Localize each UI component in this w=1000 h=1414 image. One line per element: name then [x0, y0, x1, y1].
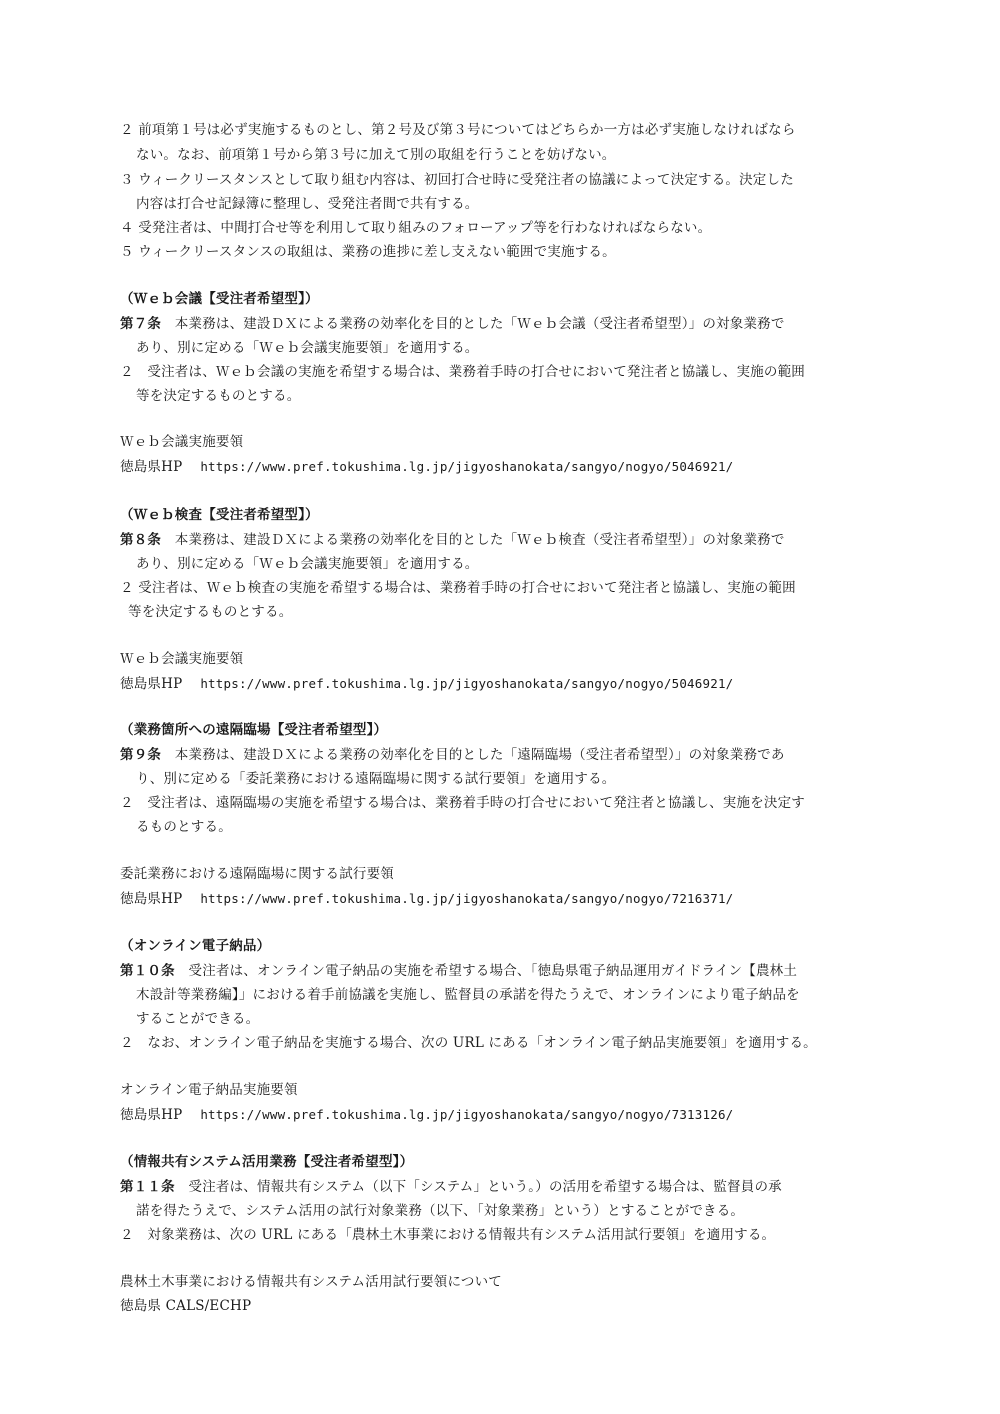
paragraph-4: ４ 受発注者は、中間打合せ等を利用して取り組みのフォローアップ等を行わなければならない。	[120, 220, 712, 236]
article-11-para-2: ２ 対象業務は、次の URL にある「農林土木事業における情報共有システム活用試行要領」を適用する。	[120, 1227, 776, 1243]
article-7-reference-line	[120, 457, 733, 477]
article-7-reference-link[interactable]: https://www.pref.tokushima.lg.jp/jigyoshanokata/sangyo/nogyo/5046921/	[200, 459, 734, 474]
article-10-reference-source: 徳島県HP	[120, 1107, 183, 1123]
article-11-line-1	[120, 1177, 782, 1197]
article-9-para-2-line-2: るものとする。	[136, 819, 232, 835]
article-11-reference-source: 徳島県 CALS/ECHP	[120, 1298, 252, 1314]
article-10-line-1	[120, 961, 797, 981]
article-7-reference-source: 徳島県HP	[120, 459, 183, 475]
article-10-reference-title: オンライン電子納品実施要領	[120, 1082, 298, 1098]
article-7-line-2: あり、別に定める「Ｗｅｂ会議実施要領」を適用する。	[136, 340, 479, 356]
paragraph-2-line-2: ない。なお、前項第１号から第３号に加えて別の取組を行うことを妨げない。	[136, 147, 616, 163]
article-9-reference-line	[120, 889, 733, 909]
article-10-reference-link[interactable]: https://www.pref.tokushima.lg.jp/jigyoshanokata/sangyo/nogyo/7313126/	[200, 1107, 734, 1122]
article-7-heading: （Ｗｅｂ会議【受注者希望型】）	[120, 291, 319, 307]
article-10-text: 受注者は、オンライン電子納品の実施を希望する場合、「徳島県電子納品運用ガイドライン【農林土	[174, 963, 798, 979]
article-8-para-2-line-1: ２ 受注者は、Ｗｅｂ検査の実施を希望する場合は、業務着手時の打合せにおいて発注者と協議し、実施の範囲	[120, 580, 796, 596]
article-10-heading: （オンライン電子納品）	[120, 938, 271, 954]
article-9-reference-source: 徳島県HP	[120, 891, 183, 907]
article-10-label: 第１０条	[120, 963, 175, 979]
article-8-text: 本業務は、建設ＤＸによる業務の効率化を目的とした「Ｗｅｂ検査（受注者希望型）」の対象業務で	[161, 532, 785, 548]
article-9-reference-title: 委託業務における遠隔臨場に関する試行要領	[120, 866, 394, 882]
article-10-line-2: 木設計等業務編】」における着手前協議を実施し、監督員の承諾を得たうえで、オンラインにより電子納品を	[136, 987, 800, 1003]
article-9-reference-link[interactable]: https://www.pref.tokushima.lg.jp/jigyoshanokata/sangyo/nogyo/7216371/	[200, 891, 734, 906]
article-9-text: 本業務は、建設ＤＸによる業務の効率化を目的とした「遠隔臨場（受注者希望型）」の対象業務であ	[161, 747, 785, 763]
article-7-para-2-line-1: ２ 受注者は、Ｗｅｂ会議の実施を希望する場合は、業務着手時の打合せにおいて発注者と協議し、実施の範囲	[120, 364, 805, 380]
article-9-heading: （業務箇所への遠隔臨場【受注者希望型】）	[120, 722, 388, 738]
paragraph-5: ５ ウィークリースタンスの取組は、業務の進捗に差し支えない範囲で実施する。	[120, 244, 616, 260]
article-8-reference-link[interactable]: https://www.pref.tokushima.lg.jp/jigyoshanokata/sangyo/nogyo/5046921/	[200, 676, 734, 691]
article-8-heading: （Ｗｅｂ検査【受注者希望型】）	[120, 507, 319, 523]
article-8-reference-line	[120, 674, 733, 694]
article-7-text: 本業務は、建設ＤＸによる業務の効率化を目的とした「Ｗｅｂ会議（受注者希望型）」の対象業務で	[161, 316, 785, 332]
article-8-para-2-line-2: 等を決定するものとする。	[128, 604, 293, 620]
paragraph-2-line-1: ２ 前項第１号は必ず実施するものとし、第２号及び第３号についてはどちらか一方は必ず実施しなければなら	[120, 122, 796, 138]
article-11-reference-title: 農林土木事業における情報共有システム活用試行要領について	[120, 1274, 502, 1290]
article-8-reference-title: Ｗｅｂ会議実施要領	[120, 651, 244, 667]
article-7-para-2-line-2: 等を決定するものとする。	[136, 388, 301, 404]
article-10-reference-line	[120, 1105, 733, 1125]
article-7-line-1	[120, 314, 785, 334]
article-11-line-2: 諾を得たうえで、システム活用の試行対象業務（以下、「対象業務」という）とすることができる。	[136, 1203, 745, 1219]
paragraph-3-line-1: ３ ウィークリースタンスとして取り組む内容は、初回打合せ時に受発注者の協議によって決定する。決定した	[120, 172, 794, 188]
article-10-para-2: ２ なお、オンライン電子納品を実施する場合、次の URL にある「オンライン電子納品実施要領」を適用する。	[120, 1035, 817, 1051]
article-8-line-2: あり、別に定める「Ｗｅｂ会議実施要領」を適用する。	[136, 556, 479, 572]
paragraph-3-line-2: 内容は打合せ記録簿に整理し、受発注者間で共有する。	[136, 196, 479, 212]
article-8-line-1	[120, 530, 785, 550]
article-10-line-3: することができる。	[136, 1011, 260, 1027]
article-9-para-2-line-1: ２ 受注者は、遠隔臨場の実施を希望する場合は、業務着手時の打合せにおいて発注者と協議し、実施を決定す	[120, 795, 805, 811]
article-11-heading: （情報共有システム活用業務【受注者希望型】）	[120, 1154, 414, 1170]
article-9-line-1	[120, 745, 785, 765]
article-11-label: 第１１条	[120, 1179, 175, 1195]
article-7-reference-title: Ｗｅｂ会議実施要領	[120, 434, 244, 450]
article-9-label: 第９条	[120, 747, 162, 763]
article-7-label: 第７条	[120, 316, 162, 332]
article-9-line-2: り、別に定める「委託業務における遠隔臨場に関する試行要領」を適用する。	[136, 771, 616, 787]
article-8-reference-source: 徳島県HP	[120, 676, 183, 692]
article-11-text: 受注者は、情報共有システム（以下「システム」という。）の活用を希望する場合は、監督員の承	[174, 1179, 782, 1195]
article-8-label: 第８条	[120, 532, 162, 548]
